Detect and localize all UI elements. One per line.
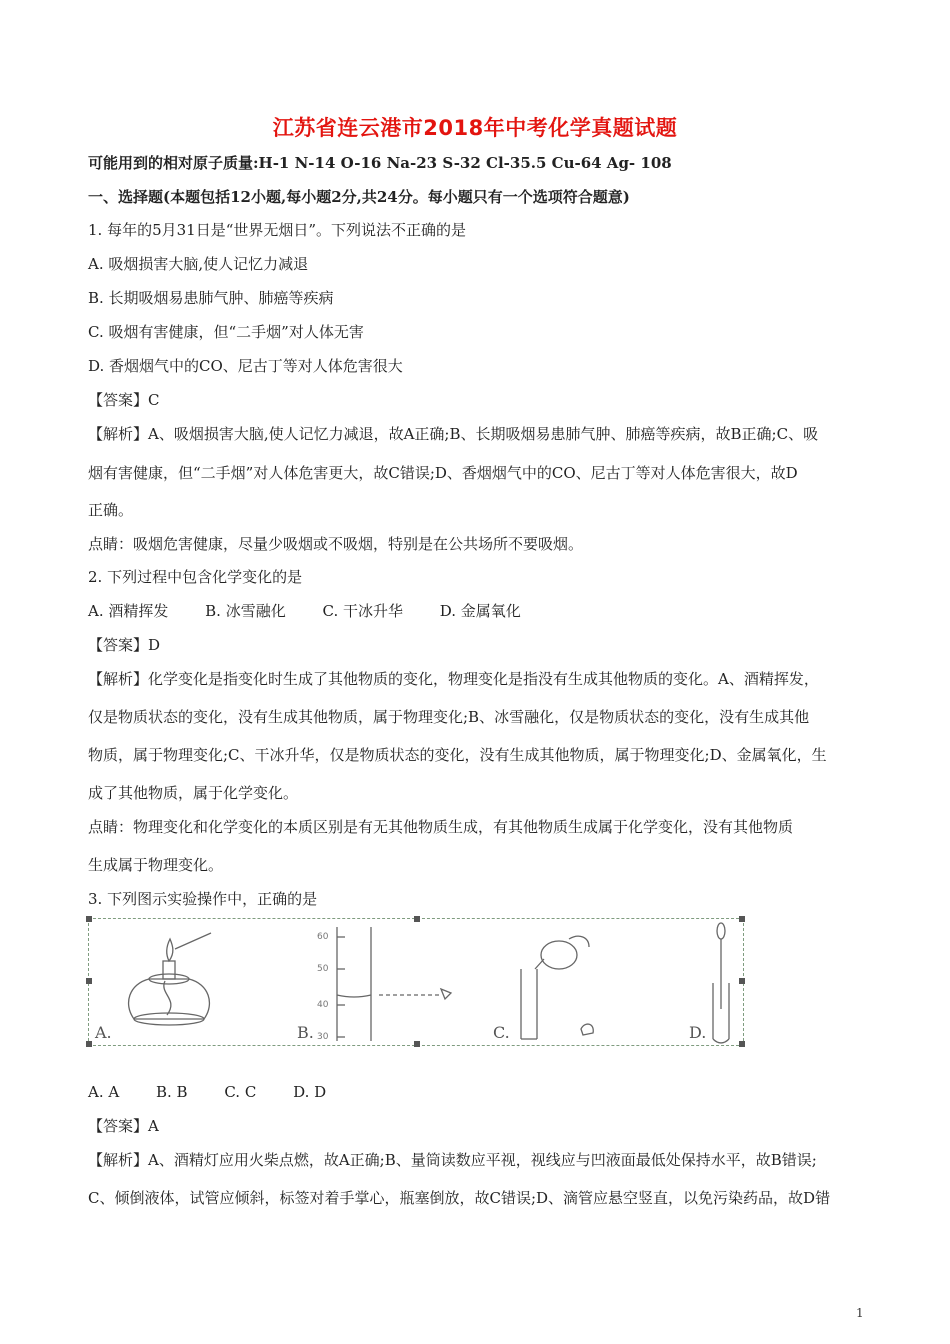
q1-option-a: A. 吸烟损害大脑,使人记忆力减退 <box>88 255 309 273</box>
q3-analysis-line: C、倾倒液体，试管应倾斜，标签对着手掌心，瓶塞倒放，故C错误;D、滴管应悬空竖直，以免污染药品，故D错 <box>88 1189 831 1207</box>
q2-answer: 【答案】D <box>88 636 161 654</box>
q2-option: B. 冰雪融化 <box>205 602 286 620</box>
cylinder-tick-label: 60 <box>317 932 329 942</box>
atomic-masses: 可能用到的相对原子质量:H-1 N-14 O-16 Na-23 S-32 Cl-35.5 Cu-64 Ag- 108 <box>88 154 672 172</box>
q3-option: C. C <box>224 1083 257 1101</box>
page-number: 1 <box>856 1306 864 1320</box>
q2-analysis-line: 仅是物质状态的变化，没有生成其他物质，属于物理变化;B、冰雪融化，仅是物质状态的变化，没有生成其他 <box>88 708 810 726</box>
q2-options <box>88 601 868 621</box>
dropper-drawing <box>713 923 729 1043</box>
q1-analysis-line: 正确。 <box>88 501 134 519</box>
q1-analysis-line: 【解析】A、吸烟损害大脑,使人记忆力减退，故A正确;B、长期吸烟易患肺气肿、肺癌等疾病，故B正确;C、吸 <box>88 425 819 443</box>
alcohol-lamp-drawing <box>129 933 211 1025</box>
q1-answer: 【答案】C <box>88 391 160 409</box>
figure-label-d: D. <box>689 1023 707 1042</box>
q1-option-c: C. 吸烟有害健康，但“二手烟”对人体无害 <box>88 323 364 341</box>
page-title: 江苏省连云港市2018年中考化学真题试题 <box>272 116 678 140</box>
figure-label-c: C. <box>493 1023 510 1042</box>
q2-analysis-line: 物质，属于物理变化;C、干冰升华，仅是物质状态的变化，没有生成其他物质，属于物理变化;D、金属氧化，生 <box>88 746 827 764</box>
q3-option: B. B <box>155 1083 188 1101</box>
q2-option: D. 金属氧化 <box>439 602 521 620</box>
q2-note: 点睛：物理变化和化学变化的本质区别是有无其他物质生成，有其他物质生成属于化学变化，没有其他物质 <box>88 818 794 836</box>
cylinder-tick-label: 40 <box>317 1000 329 1010</box>
q1-note: 点睛：吸烟危害健康，尽量少吸烟或不吸烟，特别是在公共场所不要吸烟。 <box>88 535 584 553</box>
section-heading: 一、选择题(本题包括12小题,每小题2分,共24分。每小题只有一个选项符合题意) <box>88 188 630 206</box>
cylinder-tick-label: 30 <box>317 1032 329 1042</box>
q2-analysis-line: 成了其他物质，属于化学变化。 <box>88 784 299 802</box>
cylinder-tick-label: 50 <box>317 964 329 974</box>
q2-option: C. 干冰升华 <box>322 602 403 620</box>
q3-figure <box>88 918 744 1046</box>
q2-stem: 2. 下列过程中包含化学变化的是 <box>88 568 303 586</box>
q3-answer: 【答案】A <box>88 1117 159 1135</box>
q3-options <box>88 1082 868 1102</box>
figure-label-b: B. <box>297 1023 314 1042</box>
measuring-cylinder-drawing <box>337 927 451 1041</box>
q3-option: A. A <box>88 1083 120 1101</box>
q1-stem: 1. 每年的5月31日是“世界无烟日”。下列说法不正确的是 <box>88 221 467 239</box>
q2-analysis-line: 【解析】化学变化是指变化时生成了其他物质的变化，物理变化是指没有生成其他物质的变化。A、酒精挥发， <box>88 670 819 688</box>
q3-stem: 3. 下列图示实验操作中，正确的是 <box>88 890 318 908</box>
q2-note: 生成属于物理变化。 <box>88 856 224 874</box>
lab-operations-illustration <box>89 919 743 1045</box>
pouring-liquid-drawing <box>521 936 593 1039</box>
q3-analysis-line: 【解析】A、酒精灯应用火柴点燃，故A正确;B、量筒读数应平视，视线应与凹液面最低处保持水平，故B错误; <box>88 1151 817 1169</box>
q3-option: D. D <box>293 1083 327 1101</box>
q1-option-b: B. 长期吸烟易患肺气肿、肺癌等疾病 <box>88 289 334 307</box>
q1-analysis-line: 烟有害健康，但“二手烟”对人体危害更大，故C错误;D、香烟烟气中的CO、尼古丁等对人体危害很大，故D <box>88 464 798 482</box>
q2-option: A. 酒精挥发 <box>88 602 169 620</box>
q1-option-d: D. 香烟烟气中的CO、尼古丁等对人体危害很大 <box>88 357 403 375</box>
figure-label-a: A. <box>95 1023 112 1042</box>
